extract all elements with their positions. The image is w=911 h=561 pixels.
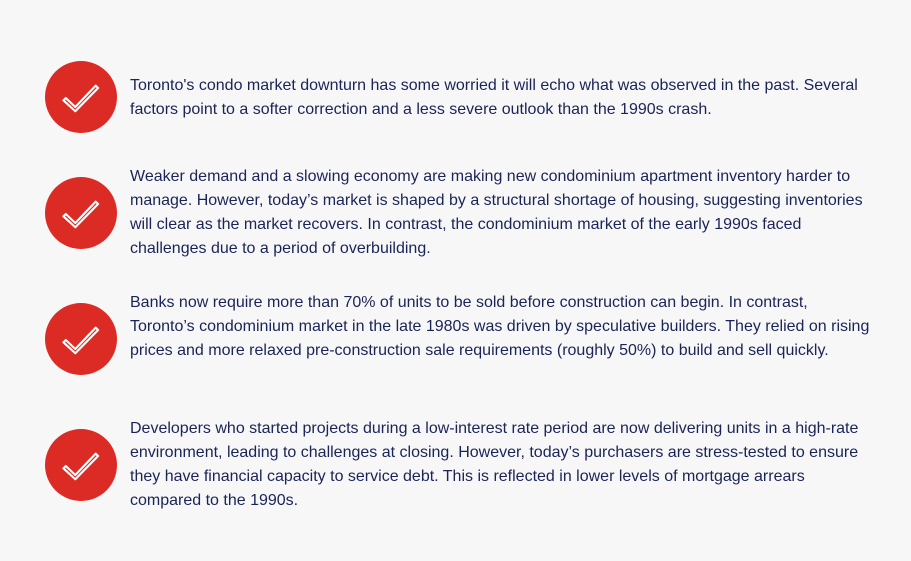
check-icon <box>45 61 117 133</box>
check-icon <box>45 177 117 249</box>
check-icon <box>45 303 117 375</box>
item-text: Banks now require more than 70% of units to be sold before construction can begin. In contrast, Toronto’s condominium market in the late 1980s was driven by speculative builders. They relied on rising prices and more relaxed pre-construction sale requirements (roughly 50%) to build and sell quickly. <box>130 294 870 359</box>
item-text: Developers who started projects during a low-interest rate period are now delivering units in a high-rate environment, leading to challenges at closing. However, today’s purchasers are stress-tested to ensure they have financial capacity to service debt. This is reflected in lower levels of mortgage arrears compared to the 1990s. <box>130 420 859 509</box>
item-text: Weaker demand and a slowing economy are making new condominium apartment inventory harder to manage. However, today’s market is shaped by a structural shortage of housing, suggesting inventories will clear as the market recovers. In contrast, the condominium market of the early 1990s faced challenges due to a period of overbuilding. <box>130 168 863 257</box>
item-text: Toronto's condo market downturn has some worried it will echo what was observed in the past. Several factors point to a softer correction and a less severe outlook than the 1990s crash. <box>130 77 858 118</box>
check-icon <box>45 429 117 501</box>
